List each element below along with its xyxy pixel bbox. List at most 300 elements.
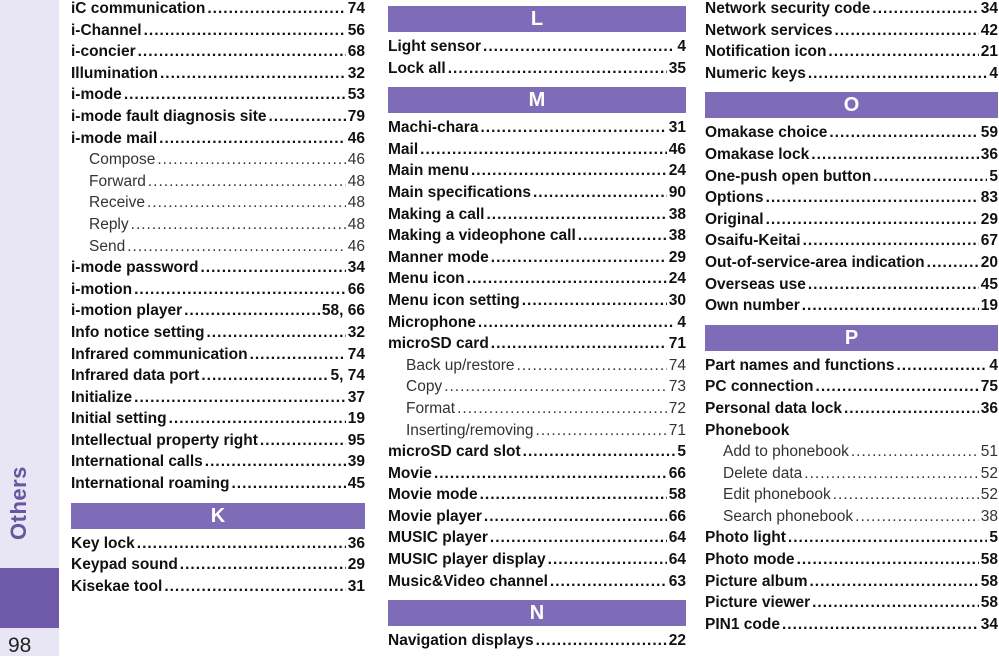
- entry-label: Original: [705, 210, 764, 228]
- entry-page-number: 75: [980, 378, 998, 396]
- entry-page-number: 48: [347, 172, 365, 190]
- dot-leader: [207, 0, 345, 18]
- entry-label: i-motion: [71, 280, 133, 298]
- entry-label: i-mode password: [71, 259, 199, 277]
- entry-page-number: 74: [347, 345, 365, 363]
- entry-page-number: 42: [980, 21, 998, 39]
- index-entry: [705, 422, 998, 444]
- entry-page-number: 46: [347, 129, 365, 147]
- index-entry: [388, 141, 686, 163]
- entry-label: Format: [406, 399, 456, 417]
- entry-page-number: 58: [980, 572, 998, 590]
- index-entry: [388, 227, 686, 249]
- dot-leader: [127, 238, 346, 256]
- index-entry: [71, 108, 365, 130]
- entry-label: Navigation displays: [388, 632, 534, 650]
- index-entry: [705, 22, 998, 44]
- entry-page-number: 64: [668, 529, 686, 547]
- section-header-o: O: [705, 92, 998, 118]
- dot-leader: [138, 43, 346, 61]
- dot-leader: [523, 443, 676, 461]
- index-entry: [705, 65, 998, 87]
- dot-leader: [231, 475, 345, 493]
- entry-label: International roaming: [71, 475, 230, 493]
- entry-page-number: 39: [347, 453, 365, 471]
- dot-leader: [797, 551, 979, 569]
- entry-page-number: 5: [989, 529, 998, 547]
- dot-leader: [490, 529, 667, 547]
- entry-label: i-motion player: [71, 302, 183, 320]
- entry-label: Movie: [388, 464, 432, 482]
- dot-leader: [148, 173, 346, 191]
- index-subentry: [71, 151, 365, 173]
- entry-page-number: 46: [668, 140, 686, 158]
- entry-label: Initialize: [71, 388, 133, 406]
- index-entry: [388, 465, 686, 487]
- entry-label: i-Channel: [71, 21, 142, 39]
- index-subentry: [705, 508, 998, 530]
- entry-label: Info notice setting: [71, 323, 205, 341]
- index-entry: [388, 38, 686, 60]
- index-entry: [71, 65, 365, 87]
- entry-label: microSD card slot: [388, 443, 521, 461]
- index-entry: [705, 124, 998, 146]
- dot-leader: [766, 211, 979, 229]
- entry-label: Out-of-service-area indication: [705, 253, 925, 271]
- entry-label: i-mode fault diagnosis site: [71, 107, 267, 125]
- dot-leader: [550, 573, 667, 591]
- dot-leader: [766, 189, 979, 207]
- index-entry: [705, 378, 998, 400]
- index-entry: [705, 189, 998, 211]
- dot-leader: [803, 232, 979, 250]
- index-subentry: [705, 486, 998, 508]
- dot-leader: [180, 556, 346, 574]
- dot-leader: [851, 443, 979, 461]
- entry-page-number: 52: [980, 464, 998, 482]
- entry-label: i-mode: [71, 86, 122, 104]
- entry-label: Osaifu-Keitai: [705, 232, 801, 250]
- entry-page-number: 63: [668, 572, 686, 590]
- dot-leader: [491, 249, 667, 267]
- entry-page-number: 19: [980, 297, 998, 315]
- index-entry: [705, 297, 998, 319]
- dot-leader: [250, 346, 346, 364]
- entry-page-number: 45: [347, 475, 365, 493]
- entry-page-number: 24: [668, 162, 686, 180]
- index-entry: [705, 616, 998, 638]
- entry-label: Options: [705, 189, 764, 207]
- section-label: Others: [6, 466, 31, 540]
- entry-page-number: 24: [668, 270, 686, 288]
- dot-leader: [829, 124, 978, 142]
- entry-label: Picture album: [705, 572, 808, 590]
- entry-page-number: 29: [980, 210, 998, 228]
- dot-leader: [855, 508, 979, 526]
- entry-label: Photo light: [705, 529, 786, 547]
- entry-page-number: 36: [980, 399, 998, 417]
- dot-leader: [134, 281, 346, 299]
- entry-label: i-mode mail: [71, 129, 158, 147]
- index-entry: [388, 529, 686, 551]
- entry-page-number: 58: [980, 594, 998, 612]
- entry-label: i-concier: [71, 43, 136, 61]
- entry-page-number: 5, 74: [330, 367, 365, 385]
- entry-label: Illumination: [71, 64, 158, 82]
- dot-leader: [478, 314, 676, 332]
- entry-label: Overseas use: [705, 275, 806, 293]
- dot-leader: [788, 529, 987, 547]
- index-entry: [71, 475, 365, 497]
- dot-leader: [144, 22, 346, 40]
- index-entry: [71, 367, 365, 389]
- index-subentry: [388, 357, 686, 379]
- index-entry: [388, 573, 686, 595]
- dot-leader: [160, 65, 346, 83]
- dot-leader: [480, 119, 666, 137]
- index-entry: [705, 573, 998, 595]
- entry-label: Lock all: [388, 59, 446, 77]
- section-header-n: N: [388, 600, 686, 626]
- index-entry: [388, 184, 686, 206]
- entry-label: Menu icon setting: [388, 291, 520, 309]
- entry-label: Network security code: [705, 0, 871, 17]
- dot-leader: [802, 297, 979, 315]
- index-entry: [705, 276, 998, 298]
- entry-page-number: 19: [347, 410, 365, 428]
- entry-page-number: 5: [677, 443, 686, 461]
- dot-leader: [260, 432, 346, 450]
- dot-leader: [124, 86, 346, 104]
- entry-label: Photo mode: [705, 551, 795, 569]
- dot-leader: [131, 216, 346, 234]
- dot-leader: [491, 335, 667, 353]
- entry-label: Copy: [406, 378, 443, 396]
- entry-page-number: 29: [668, 248, 686, 266]
- entry-page-number: 95: [347, 431, 365, 449]
- entry-label: microSD card: [388, 335, 489, 353]
- entry-label: Delete data: [723, 464, 803, 482]
- dot-leader: [804, 465, 978, 483]
- dot-leader: [480, 486, 667, 504]
- dot-leader: [467, 270, 667, 288]
- entry-label: Own number: [705, 297, 800, 315]
- entry-label: Mail: [388, 140, 419, 158]
- page-number: 98: [8, 634, 32, 657]
- entry-label: Omakase choice: [705, 124, 828, 142]
- index-subentry: [705, 443, 998, 465]
- entry-label: Light sensor: [388, 38, 482, 55]
- entry-label: Numeric keys: [705, 64, 806, 82]
- entry-page-number: 4: [989, 64, 998, 82]
- index-entry: [388, 249, 686, 271]
- entry-label: Edit phonebook: [723, 486, 831, 504]
- dot-leader: [578, 227, 667, 245]
- entry-page-number: 52: [980, 486, 998, 504]
- entry-page-number: 38: [980, 507, 998, 525]
- dot-leader: [808, 276, 979, 294]
- index-subentry: [388, 378, 686, 400]
- entry-label: One-push open button: [705, 167, 872, 185]
- dot-leader: [828, 43, 978, 61]
- index-entry: [705, 211, 998, 233]
- entry-label: Key lock: [71, 534, 135, 552]
- entry-page-number: 58: [980, 551, 998, 569]
- entry-label: Main specifications: [388, 183, 531, 201]
- dot-leader: [205, 453, 346, 471]
- entry-page-number: 38: [668, 227, 686, 245]
- entry-page-number: 67: [980, 232, 998, 250]
- entry-page-number: 45: [980, 275, 998, 293]
- index-entry: [71, 346, 365, 368]
- entry-label: Kisekae tool: [71, 577, 163, 595]
- index-entry: [71, 578, 365, 600]
- entry-page-number: 66: [347, 280, 365, 298]
- dot-leader: [471, 162, 667, 180]
- section-header-k: K: [71, 503, 365, 529]
- entry-page-number: 35: [668, 59, 686, 77]
- entry-label: Infrared communication: [71, 345, 248, 363]
- dot-leader: [201, 367, 328, 385]
- entry-page-number: 30: [668, 291, 686, 309]
- index-entry: [705, 232, 998, 254]
- index-column-3: [705, 0, 998, 637]
- section-header-p: P: [705, 325, 998, 351]
- dot-leader: [159, 130, 346, 148]
- index-entry: [388, 270, 686, 292]
- dot-leader: [157, 151, 345, 169]
- entry-label: Search phonebook: [723, 507, 854, 525]
- index-entry: [388, 162, 686, 184]
- index-subentry: [388, 422, 686, 444]
- index-entry: [71, 410, 365, 432]
- dot-leader: [164, 578, 345, 596]
- entry-page-number: 83: [980, 189, 998, 207]
- index-subentry: [388, 400, 686, 422]
- dot-leader: [448, 60, 667, 78]
- index-entry: [705, 0, 998, 22]
- index-entry: [705, 168, 998, 190]
- index-entry: [71, 302, 365, 324]
- index-entry: [71, 281, 365, 303]
- dot-leader: [810, 573, 979, 591]
- entry-page-number: 36: [347, 534, 365, 552]
- entry-label: Receive: [89, 194, 145, 212]
- entry-page-number: 56: [347, 21, 365, 39]
- entry-page-number: 38: [668, 205, 686, 223]
- index-entry: [388, 632, 686, 654]
- dot-leader: [873, 168, 987, 186]
- index-entry: [388, 292, 686, 314]
- dot-leader: [844, 400, 979, 418]
- dot-leader: [269, 108, 346, 126]
- entry-label: Part names and functions: [705, 356, 895, 374]
- index-entry: [388, 443, 686, 465]
- index-entry: [705, 146, 998, 168]
- index-entry: [705, 43, 998, 65]
- entry-label: Personal data lock: [705, 399, 842, 417]
- dot-leader: [517, 357, 667, 375]
- entry-label: Initial setting: [71, 410, 167, 428]
- dot-leader: [169, 410, 346, 428]
- entry-label: Omakase lock: [705, 145, 810, 163]
- entry-page-number: 66: [668, 464, 686, 482]
- entry-label: Making a videophone call: [388, 227, 576, 245]
- index-entry: [388, 206, 686, 228]
- dot-leader: [147, 194, 346, 212]
- index-entry: [705, 529, 998, 551]
- entry-label: Picture viewer: [705, 594, 811, 612]
- section-header-m: M: [388, 87, 686, 113]
- entry-page-number: 29: [347, 556, 365, 574]
- entry-label: Music&Video channel: [388, 572, 548, 590]
- entry-page-number: 46: [347, 237, 365, 255]
- entry-page-number: 90: [668, 183, 686, 201]
- index-column-2: [388, 0, 686, 654]
- entry-page-number: 72: [668, 399, 686, 417]
- dot-leader: [200, 259, 345, 277]
- dot-leader: [816, 378, 979, 396]
- index-entry: [71, 324, 365, 346]
- entry-page-number: 37: [347, 388, 365, 406]
- dot-leader: [484, 508, 667, 526]
- entry-page-number: 4: [677, 313, 686, 331]
- index-subentry: [71, 194, 365, 216]
- entry-page-number: 64: [668, 551, 686, 569]
- entry-label: Menu icon: [388, 270, 465, 288]
- dot-leader: [833, 486, 979, 504]
- index-entry: [71, 22, 365, 44]
- index-entry: [71, 43, 365, 65]
- entry-label: Manner mode: [388, 248, 489, 266]
- entry-label: Main menu: [388, 162, 469, 180]
- entry-page-number: 21: [980, 43, 998, 61]
- dot-leader: [548, 551, 667, 569]
- entry-page-number: 66: [668, 507, 686, 525]
- entry-page-number: 22: [668, 632, 686, 650]
- section-tab-marker: [0, 568, 59, 628]
- dot-leader: [536, 632, 667, 650]
- dot-leader: [420, 141, 667, 159]
- index-subentry: [71, 238, 365, 260]
- entry-page-number: 34: [980, 0, 998, 17]
- dot-leader: [835, 22, 979, 40]
- index-entry: [71, 86, 365, 108]
- entry-label: iC communication: [71, 0, 206, 17]
- index-entry: [388, 335, 686, 357]
- dot-leader: [522, 292, 667, 310]
- entry-label: MUSIC player: [388, 529, 488, 547]
- entry-page-number: 51: [980, 443, 998, 461]
- dot-leader: [137, 535, 346, 553]
- entry-label: Notification icon: [705, 43, 827, 61]
- entry-page-number: 73: [668, 378, 686, 396]
- index-entry: [71, 556, 365, 578]
- entry-label: Compose: [89, 151, 156, 169]
- entry-label: Intellectual property right: [71, 431, 258, 449]
- entry-label: MUSIC player display: [388, 551, 546, 569]
- index-entry: [705, 400, 998, 422]
- index-entry: [71, 389, 365, 411]
- index-column-1: [71, 0, 365, 599]
- dot-leader: [533, 184, 667, 202]
- entry-label: Back up/restore: [406, 356, 515, 374]
- entry-label: Movie mode: [388, 486, 478, 504]
- entry-page-number: 58, 66: [321, 302, 365, 320]
- entry-label: Making a call: [388, 205, 485, 223]
- entry-page-number: 79: [347, 107, 365, 125]
- index-subentry: [705, 465, 998, 487]
- index-entry: [388, 119, 686, 141]
- entry-page-number: 48: [347, 194, 365, 212]
- entry-page-number: 53: [347, 86, 365, 104]
- entry-label: PIN1 code: [705, 615, 780, 633]
- index-entry: [71, 0, 365, 22]
- entry-page-number: 4: [677, 38, 686, 55]
- entry-page-number: 34: [980, 615, 998, 633]
- entry-page-number: 34: [347, 259, 365, 277]
- dot-leader: [134, 389, 346, 407]
- dot-leader: [812, 594, 979, 612]
- entry-page-number: 5: [989, 167, 998, 185]
- index-entry: [388, 486, 686, 508]
- entry-page-number: 4: [989, 356, 998, 374]
- index-subentry: [71, 173, 365, 195]
- entry-label: Reply: [89, 215, 129, 233]
- dot-leader: [184, 302, 320, 320]
- index-entry: [71, 535, 365, 557]
- entry-page-number: 32: [347, 323, 365, 341]
- dot-leader: [486, 206, 666, 224]
- dot-leader: [811, 146, 978, 164]
- entry-page-number: 68: [347, 43, 365, 61]
- index-entry: [705, 594, 998, 616]
- section-header-l: L: [388, 6, 686, 32]
- entry-label: PC connection: [705, 378, 814, 396]
- entry-page-number: 71: [668, 421, 686, 439]
- entry-page-number: 36: [980, 145, 998, 163]
- entry-page-number: 71: [668, 335, 686, 353]
- entry-label: Microphone: [388, 313, 476, 331]
- dot-leader: [782, 616, 979, 634]
- dot-leader: [206, 324, 345, 342]
- index-entry: [71, 453, 365, 475]
- entry-page-number: 48: [347, 215, 365, 233]
- index-entry: [388, 508, 686, 530]
- entry-label: Forward: [89, 172, 146, 190]
- index-entry: [71, 130, 365, 152]
- dot-leader: [457, 400, 667, 418]
- entry-page-number: 74: [347, 0, 365, 17]
- entry-label: Machi-chara: [388, 119, 479, 137]
- sidebar: [0, 0, 59, 656]
- dot-leader: [444, 378, 667, 396]
- entry-label: Phonebook: [705, 421, 790, 439]
- entry-label: Keypad sound: [71, 556, 178, 574]
- index-entry: [705, 357, 998, 379]
- dot-leader: [483, 38, 675, 56]
- entry-page-number: 31: [668, 119, 686, 137]
- dot-leader: [927, 254, 979, 272]
- index-entry: [705, 254, 998, 276]
- entry-page-number: 32: [347, 64, 365, 82]
- dot-leader: [536, 422, 667, 440]
- index-entry: [71, 259, 365, 281]
- entry-page-number: 46: [347, 151, 365, 169]
- index-entry: [705, 551, 998, 573]
- entry-label: Movie player: [388, 507, 482, 525]
- entry-label: Send: [89, 237, 126, 255]
